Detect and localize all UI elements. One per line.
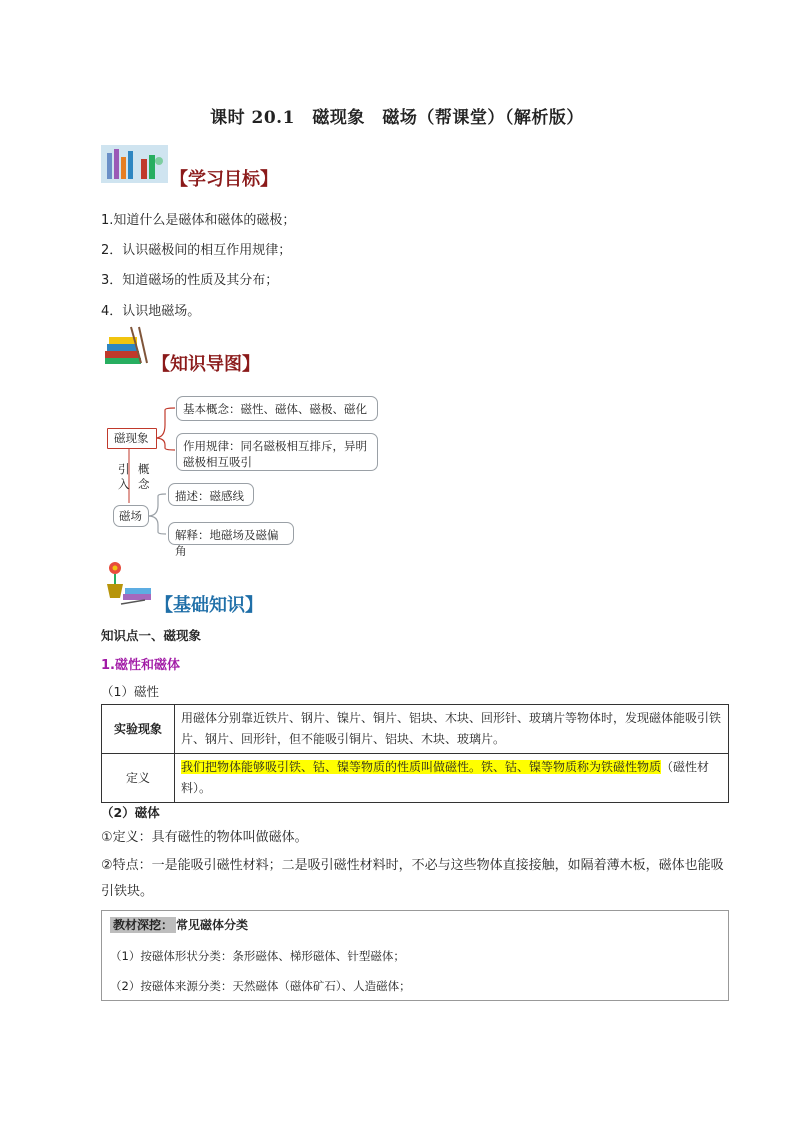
objective-item: 4．认识地磁场。 [101,304,201,319]
table-row [102,705,729,754]
magnetism-table [101,704,729,803]
extension-box [101,910,729,1001]
extension-line: （1）按磁体形状分类：条形磁体、梯形磁体、针型磁体； [110,949,405,963]
flower-pot-icon [101,558,153,606]
page-title: 课时 20.1 磁现象 磁场（帮课堂）（解析版） [210,108,584,128]
section-heading-objectives: 【学习目标】 [170,169,278,190]
table-cell: 用磁体分别靠近铁片、钢片、镍片、铜片、铝块、木块、回形针、玻璃片等物体时，发现磁体能吸引铁片、钢片、回形针，但不能吸引铜片、铝块、木块、玻璃片。 [175,705,729,754]
subsection-label: （2）磁体 [101,805,160,820]
objective-item: 1.知道什么是磁体和磁体的磁极； [101,213,296,228]
table-cell [175,754,729,803]
objective-item: 3．知道磁场的性质及其分布； [101,273,279,288]
definition-tail: （磁性材料）。 [181,760,710,795]
paragraph: ②特点：一是能吸引磁性材料；二是吸引磁性材料时，不必与这些物体直接接触，如隔着薄木板，磁体也能吸引铁块。 [101,858,724,899]
subsection-label: （1）磁性 [101,684,159,699]
highlighted-definition: 我们把物体能够吸引铁、钴、镍等物质的性质叫做磁性。铁、钴、镍等物质称为铁磁性物质 [181,760,662,774]
mindmap-branch: 基本概念：磁性、磁体、磁极、磁化 [176,396,378,421]
table-row [102,754,729,803]
mindmap-link-label: 概 念 [138,462,150,491]
extension-title: 常见磁体分类 [176,918,249,932]
subsection-title: 1.磁性和磁体 [101,658,180,673]
mindmap-branch: 解释：地磁场及磁偏角 [168,522,294,545]
mindmap-link-label: 引 入 [118,462,130,491]
mindmap-root-magnetism: 磁现象 [107,428,157,449]
table-row-header: 实验现象 [102,705,175,754]
section-heading-mindmap: 【知识导图】 [152,354,260,375]
paragraph: ①定义：具有磁性的物体叫做磁体。 [101,830,308,845]
section-heading-basics: 【基础知识】 [155,595,263,616]
mindmap-root-field: 磁场 [113,505,149,527]
extension-line: （2）按磁体来源分类：天然磁体（磁体矿石）、人造磁体； [110,979,411,993]
knowledge-point-title: 知识点一、磁现象 [101,628,202,643]
table-row-header: 定义 [102,754,175,803]
objective-item: 2．认识磁极间的相互作用规律； [101,243,292,258]
extension-tag: 教材深挖： [110,917,176,933]
mindmap-branch: 描述：磁感线 [168,483,254,506]
mindmap-branch: 作用规律：同名磁极相互排斥，异明磁极相互吸引 [176,433,378,471]
